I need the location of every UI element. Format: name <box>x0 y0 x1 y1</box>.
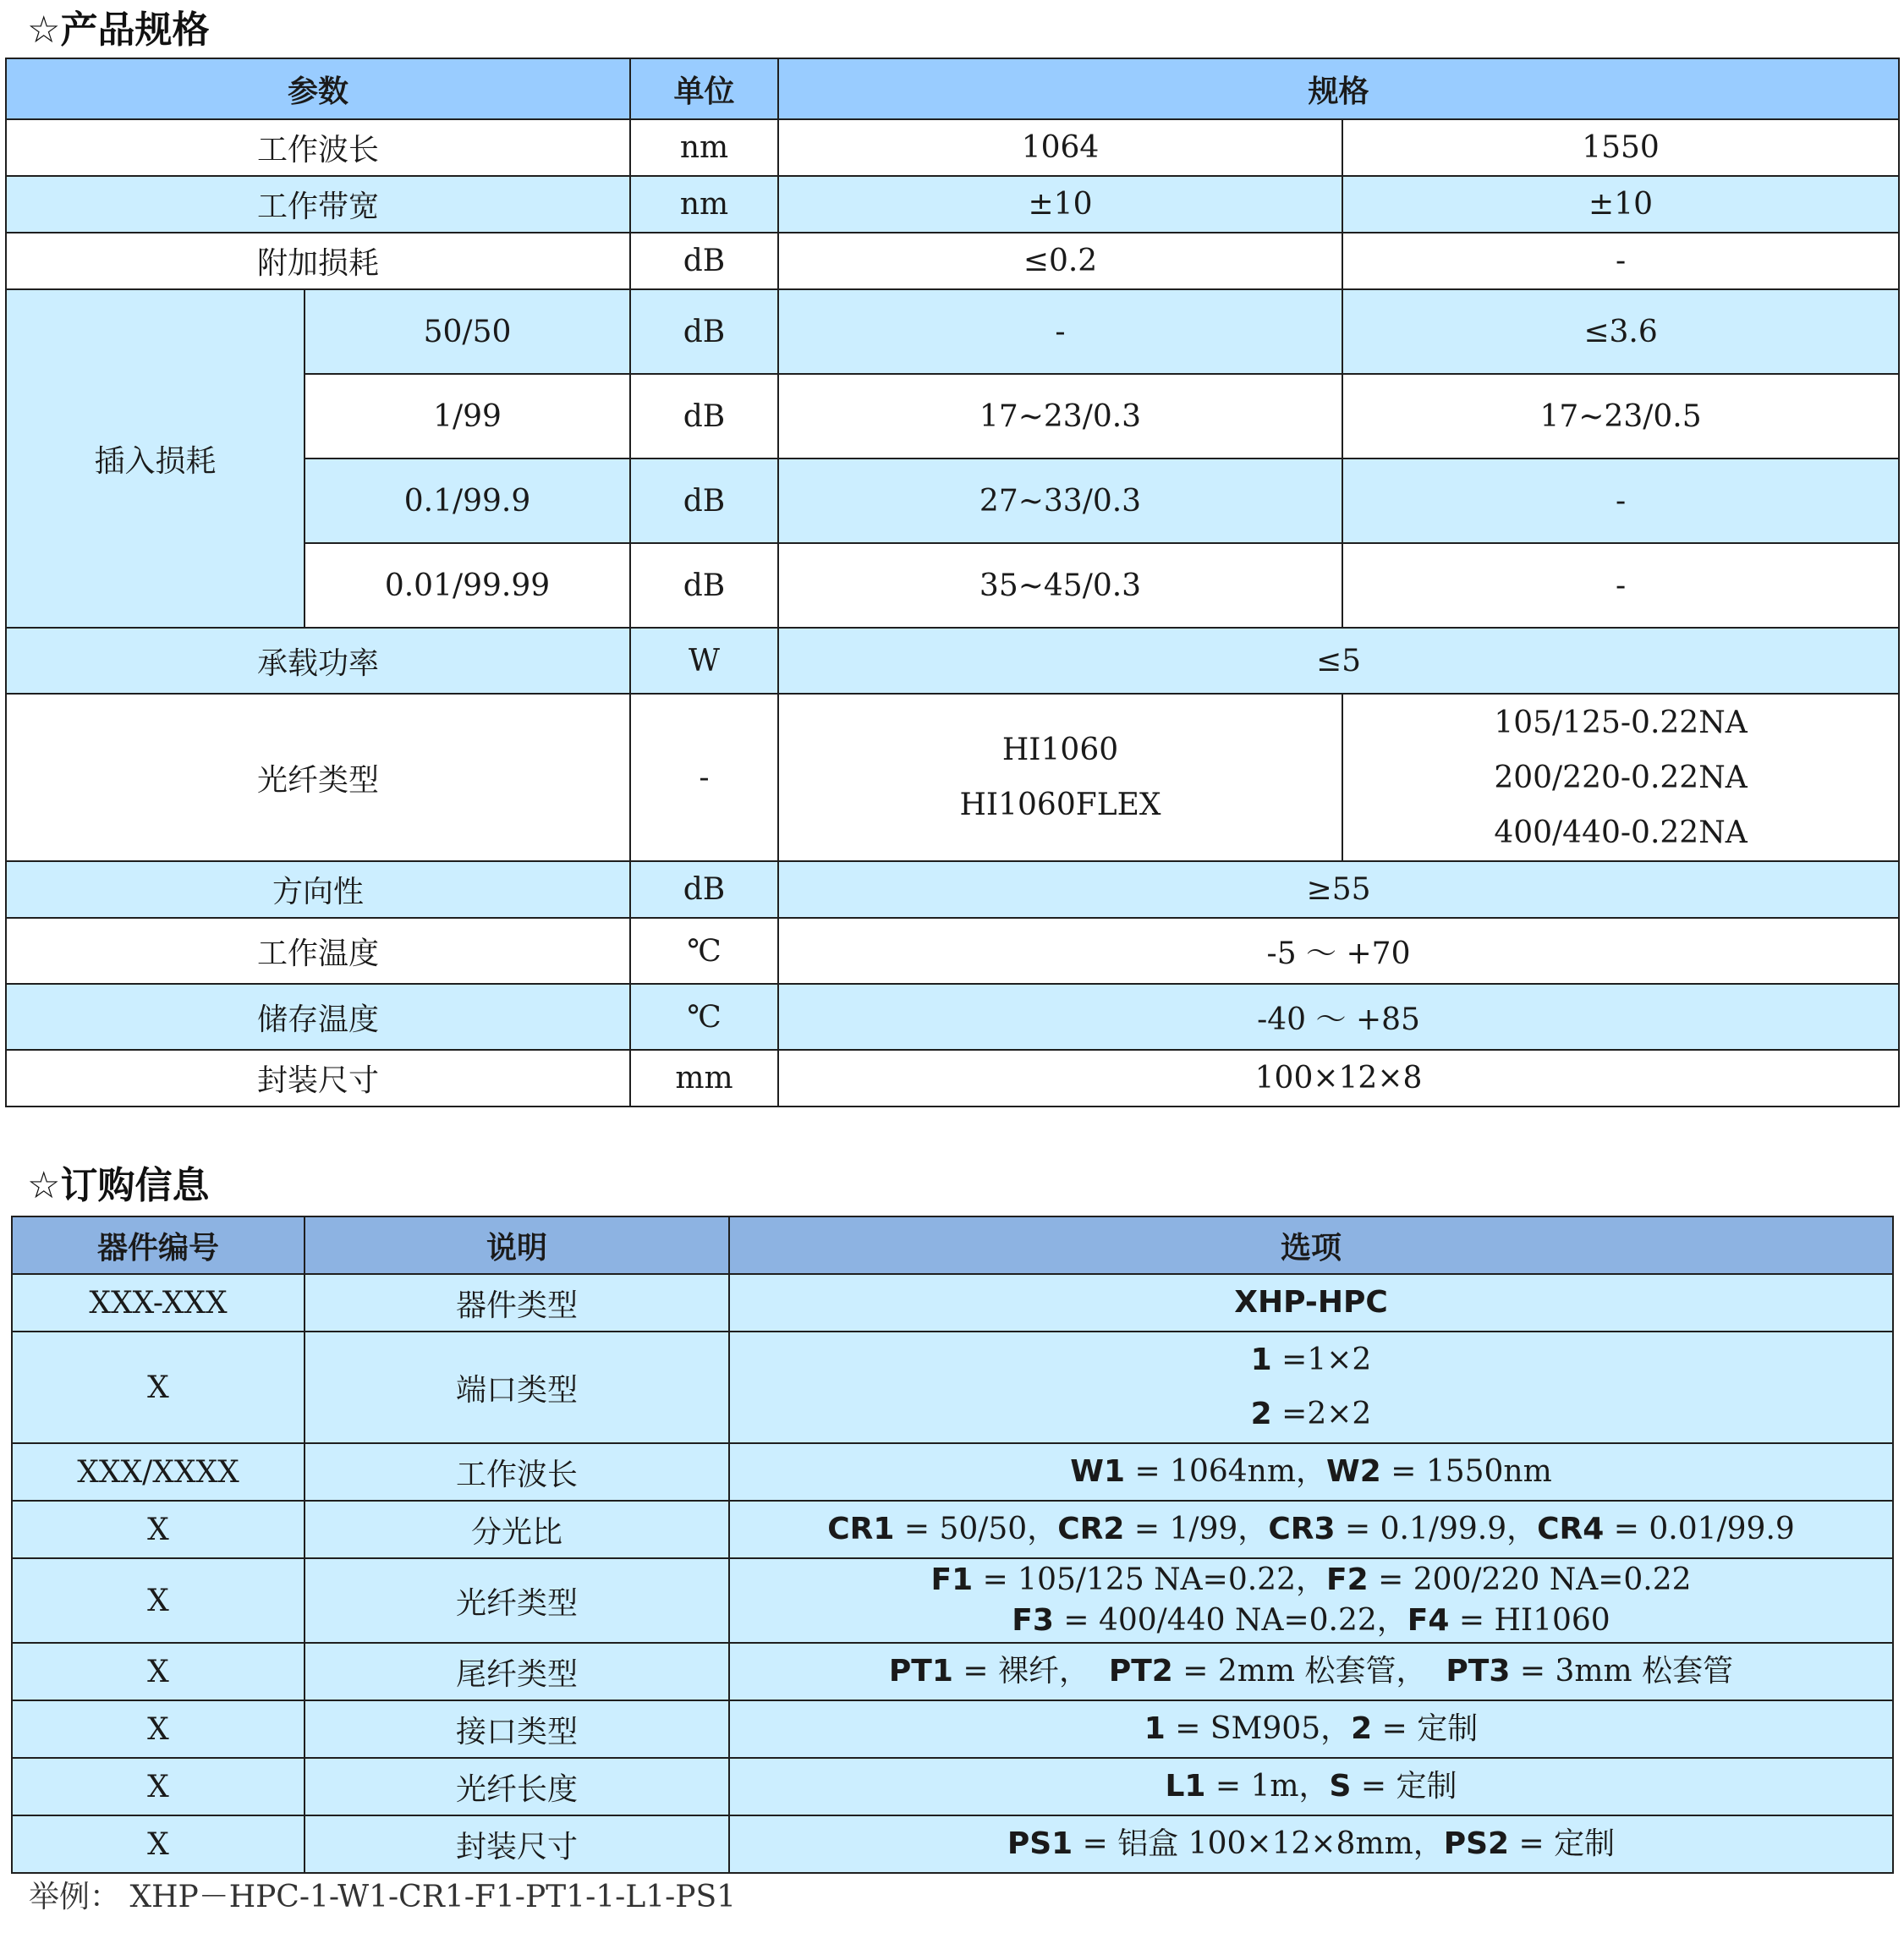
row-store-temp <box>6 984 1899 1050</box>
unit-cell: dB <box>630 374 778 459</box>
param-name: 储存温度 <box>6 984 630 1050</box>
unit-cell: ℃ <box>630 984 778 1050</box>
ratio-cell: 0.01/99.99 <box>305 543 630 628</box>
param-name: 光纤类型 <box>6 694 630 861</box>
option-line <box>730 1560 1892 1601</box>
option-value: = SM905， <box>1165 1711 1352 1746</box>
order-row <box>12 1700 1893 1758</box>
ratio-cell: 1/99 <box>305 374 630 459</box>
description-cell: 分光比 <box>305 1501 729 1558</box>
value-1064: - <box>778 289 1342 374</box>
unit-cell: dB <box>630 543 778 628</box>
value-cell: -40 ～ +85 <box>778 984 1899 1050</box>
unit-cell: dB <box>630 861 778 918</box>
option-code: PT1 <box>888 1654 953 1689</box>
value-1550: ≤3.6 <box>1342 289 1899 374</box>
option-code: PT3 <box>1446 1654 1511 1689</box>
option-code: CR1 <box>827 1512 895 1546</box>
value-1550: ±10 <box>1342 176 1899 233</box>
part-code-cell: X <box>12 1332 305 1443</box>
unit-cell: dB <box>630 459 778 543</box>
option-code: CR4 <box>1537 1512 1605 1546</box>
row-directivity <box>6 861 1899 918</box>
options-cell <box>729 1501 1893 1558</box>
value-1550 <box>1342 694 1899 861</box>
option-line <box>730 1652 1892 1691</box>
row-insertion-loss-1 <box>6 289 1899 374</box>
row-package <box>6 1050 1899 1107</box>
option-value: = 定制 <box>1509 1826 1616 1861</box>
options-cell <box>729 1700 1893 1758</box>
value-cell: ≥55 <box>778 861 1899 918</box>
fiber-1064-line: HI1060 <box>1001 733 1119 767</box>
option-line <box>730 1710 1892 1749</box>
option-value: = 200/220 NA=0.22 <box>1368 1562 1692 1597</box>
option-line <box>730 1283 1892 1322</box>
order-table <box>11 1216 1894 1874</box>
options-cell <box>729 1443 1893 1501</box>
fiber-1550-line: 400/440-0.22NA <box>1494 815 1748 850</box>
value-1064: ±10 <box>778 176 1342 233</box>
option-code: 1 <box>1144 1711 1166 1746</box>
option-code: XHP-HPC <box>1234 1285 1388 1320</box>
spec-section-title: ☆产品规格 <box>27 8 210 52</box>
option-value: = 1/99， <box>1124 1512 1269 1546</box>
value-cell: ≤5 <box>778 628 1899 694</box>
option-value: = 3mm 松套管 <box>1510 1654 1734 1689</box>
unit-cell: mm <box>630 1050 778 1107</box>
header-spec: 规格 <box>778 58 1899 119</box>
option-code: F1 <box>930 1562 974 1597</box>
option-code: 2 <box>1250 1397 1272 1431</box>
option-value: = 400/440 NA=0.22， <box>1053 1603 1407 1638</box>
unit-cell: nm <box>630 176 778 233</box>
value-1550: 17~23/0.5 <box>1342 374 1899 459</box>
row-op-temp <box>6 918 1899 984</box>
option-line <box>730 1825 1892 1864</box>
value-1064 <box>778 694 1342 861</box>
option-value: = 1m， <box>1205 1769 1330 1804</box>
part-code-cell: X <box>12 1643 305 1700</box>
order-row <box>12 1558 1893 1643</box>
order-row <box>12 1643 1893 1700</box>
option-value: = 裸纤， <box>952 1654 1109 1689</box>
value-1550: - <box>1342 459 1899 543</box>
option-code: W2 <box>1326 1454 1381 1489</box>
param-name: 附加损耗 <box>6 233 630 289</box>
option-value: = 铝盒 100×12×8mm， <box>1073 1826 1444 1861</box>
option-code: F4 <box>1407 1603 1450 1638</box>
description-cell: 尾纤类型 <box>305 1643 729 1700</box>
unit-cell: dB <box>630 289 778 374</box>
order-row <box>12 1332 1893 1443</box>
fiber-1550-line: 200/220-0.22NA <box>1494 760 1748 795</box>
param-name: 工作带宽 <box>6 176 630 233</box>
part-code-cell: XXX-XXX <box>12 1274 305 1332</box>
header-unit: 单位 <box>630 58 778 119</box>
option-value: = 定制 <box>1372 1711 1479 1746</box>
option-code: 1 <box>1250 1343 1272 1377</box>
option-value: =1×2 <box>1271 1343 1372 1377</box>
spec-table <box>5 58 1900 1107</box>
part-code-cell: X <box>12 1815 305 1873</box>
options-cell <box>729 1332 1893 1443</box>
value-cell: -5 ～ +70 <box>778 918 1899 984</box>
option-value: = 1550nm <box>1380 1454 1552 1489</box>
param-name: 工作波长 <box>6 119 630 176</box>
header-desc: 说明 <box>305 1216 729 1274</box>
part-code-cell: XXX/XXXX <box>12 1443 305 1501</box>
option-line <box>730 1387 1892 1442</box>
value-1064: 1064 <box>778 119 1342 176</box>
option-value: = 105/125 NA=0.22， <box>973 1562 1326 1597</box>
options-cell <box>729 1558 1893 1643</box>
description-cell: 接口类型 <box>305 1700 729 1758</box>
value-1064: ≤0.2 <box>778 233 1342 289</box>
row-fiber-type <box>6 694 1899 861</box>
value-1064: 35~45/0.3 <box>778 543 1342 628</box>
description-cell: 器件类型 <box>305 1274 729 1332</box>
option-code: PS2 <box>1443 1826 1510 1861</box>
option-code: L1 <box>1165 1769 1206 1804</box>
param-name: 封装尺寸 <box>6 1050 630 1107</box>
ratio-cell: 0.1/99.9 <box>305 459 630 543</box>
value-cell: 100×12×8 <box>778 1050 1899 1107</box>
option-code: PT2 <box>1108 1654 1173 1689</box>
value-1064: 27~33/0.3 <box>778 459 1342 543</box>
order-row <box>12 1274 1893 1332</box>
order-row <box>12 1443 1893 1501</box>
options-cell <box>729 1274 1893 1332</box>
part-code-cell: X <box>12 1501 305 1558</box>
option-value: = 50/50， <box>894 1512 1058 1546</box>
fiber-1550-line: 105/125-0.22NA <box>1494 705 1748 740</box>
option-value: = 0.01/99.9 <box>1604 1512 1795 1546</box>
value-1550: - <box>1342 233 1899 289</box>
options-cell <box>729 1643 1893 1700</box>
option-value: = 定制 <box>1351 1769 1457 1804</box>
option-line <box>730 1452 1892 1491</box>
option-line <box>730 1767 1892 1806</box>
option-code: CR3 <box>1268 1512 1336 1546</box>
description-cell: 工作波长 <box>305 1443 729 1501</box>
unit-cell: ℃ <box>630 918 778 984</box>
part-code-cell: X <box>12 1700 305 1758</box>
param-name: 工作温度 <box>6 918 630 984</box>
option-value: = 0.1/99.9， <box>1335 1512 1538 1546</box>
option-line <box>730 1601 1892 1641</box>
option-value: = 1064nm， <box>1125 1454 1326 1489</box>
header-options: 选项 <box>729 1216 1893 1274</box>
header-code: 器件编号 <box>12 1216 305 1274</box>
option-code: S <box>1329 1769 1352 1804</box>
option-line <box>730 1510 1892 1549</box>
option-value: = HI1060 <box>1449 1603 1610 1638</box>
unit-cell: W <box>630 628 778 694</box>
value-1550: - <box>1342 543 1899 628</box>
option-code: F3 <box>1012 1603 1054 1638</box>
option-code: W1 <box>1070 1454 1125 1489</box>
options-cell <box>729 1815 1893 1873</box>
fiber-1064-line: HI1060FLEX <box>959 788 1161 822</box>
option-line <box>730 1333 1892 1387</box>
part-code-cell: X <box>12 1758 305 1815</box>
row-power <box>6 628 1899 694</box>
unit-cell: nm <box>630 119 778 176</box>
row-wavelength <box>6 119 1899 176</box>
description-cell: 光纤长度 <box>305 1758 729 1815</box>
header-param: 参数 <box>6 58 630 119</box>
option-code: PS1 <box>1007 1826 1073 1861</box>
ratio-cell: 50/50 <box>305 289 630 374</box>
description-cell: 端口类型 <box>305 1332 729 1443</box>
part-code-cell: X <box>12 1558 305 1643</box>
option-code: 2 <box>1351 1711 1373 1746</box>
value-1064: 17~23/0.3 <box>778 374 1342 459</box>
option-code: F2 <box>1326 1562 1369 1597</box>
row-bandwidth <box>6 176 1899 233</box>
param-name: 承载功率 <box>6 628 630 694</box>
ordering-example: 举例： XHP－HPC-1-W1-CR1-F1-PT1-1-L1-PS1 <box>29 1880 737 1914</box>
order-row <box>12 1758 1893 1815</box>
unit-cell: dB <box>630 233 778 289</box>
options-cell <box>729 1758 1893 1815</box>
value-1550: 1550 <box>1342 119 1899 176</box>
order-section-title: ☆订购信息 <box>27 1164 210 1207</box>
option-code: CR2 <box>1057 1512 1125 1546</box>
unit-cell: - <box>630 694 778 861</box>
param-name: 方向性 <box>6 861 630 918</box>
option-value: =2×2 <box>1271 1397 1372 1431</box>
param-name-insertion-loss: 插入损耗 <box>6 289 305 628</box>
description-cell: 封装尺寸 <box>305 1815 729 1873</box>
row-excess-loss <box>6 233 1899 289</box>
description-cell: 光纤类型 <box>305 1558 729 1643</box>
option-value: = 2mm 松套管， <box>1172 1654 1446 1689</box>
order-row <box>12 1501 1893 1558</box>
order-row <box>12 1815 1893 1873</box>
